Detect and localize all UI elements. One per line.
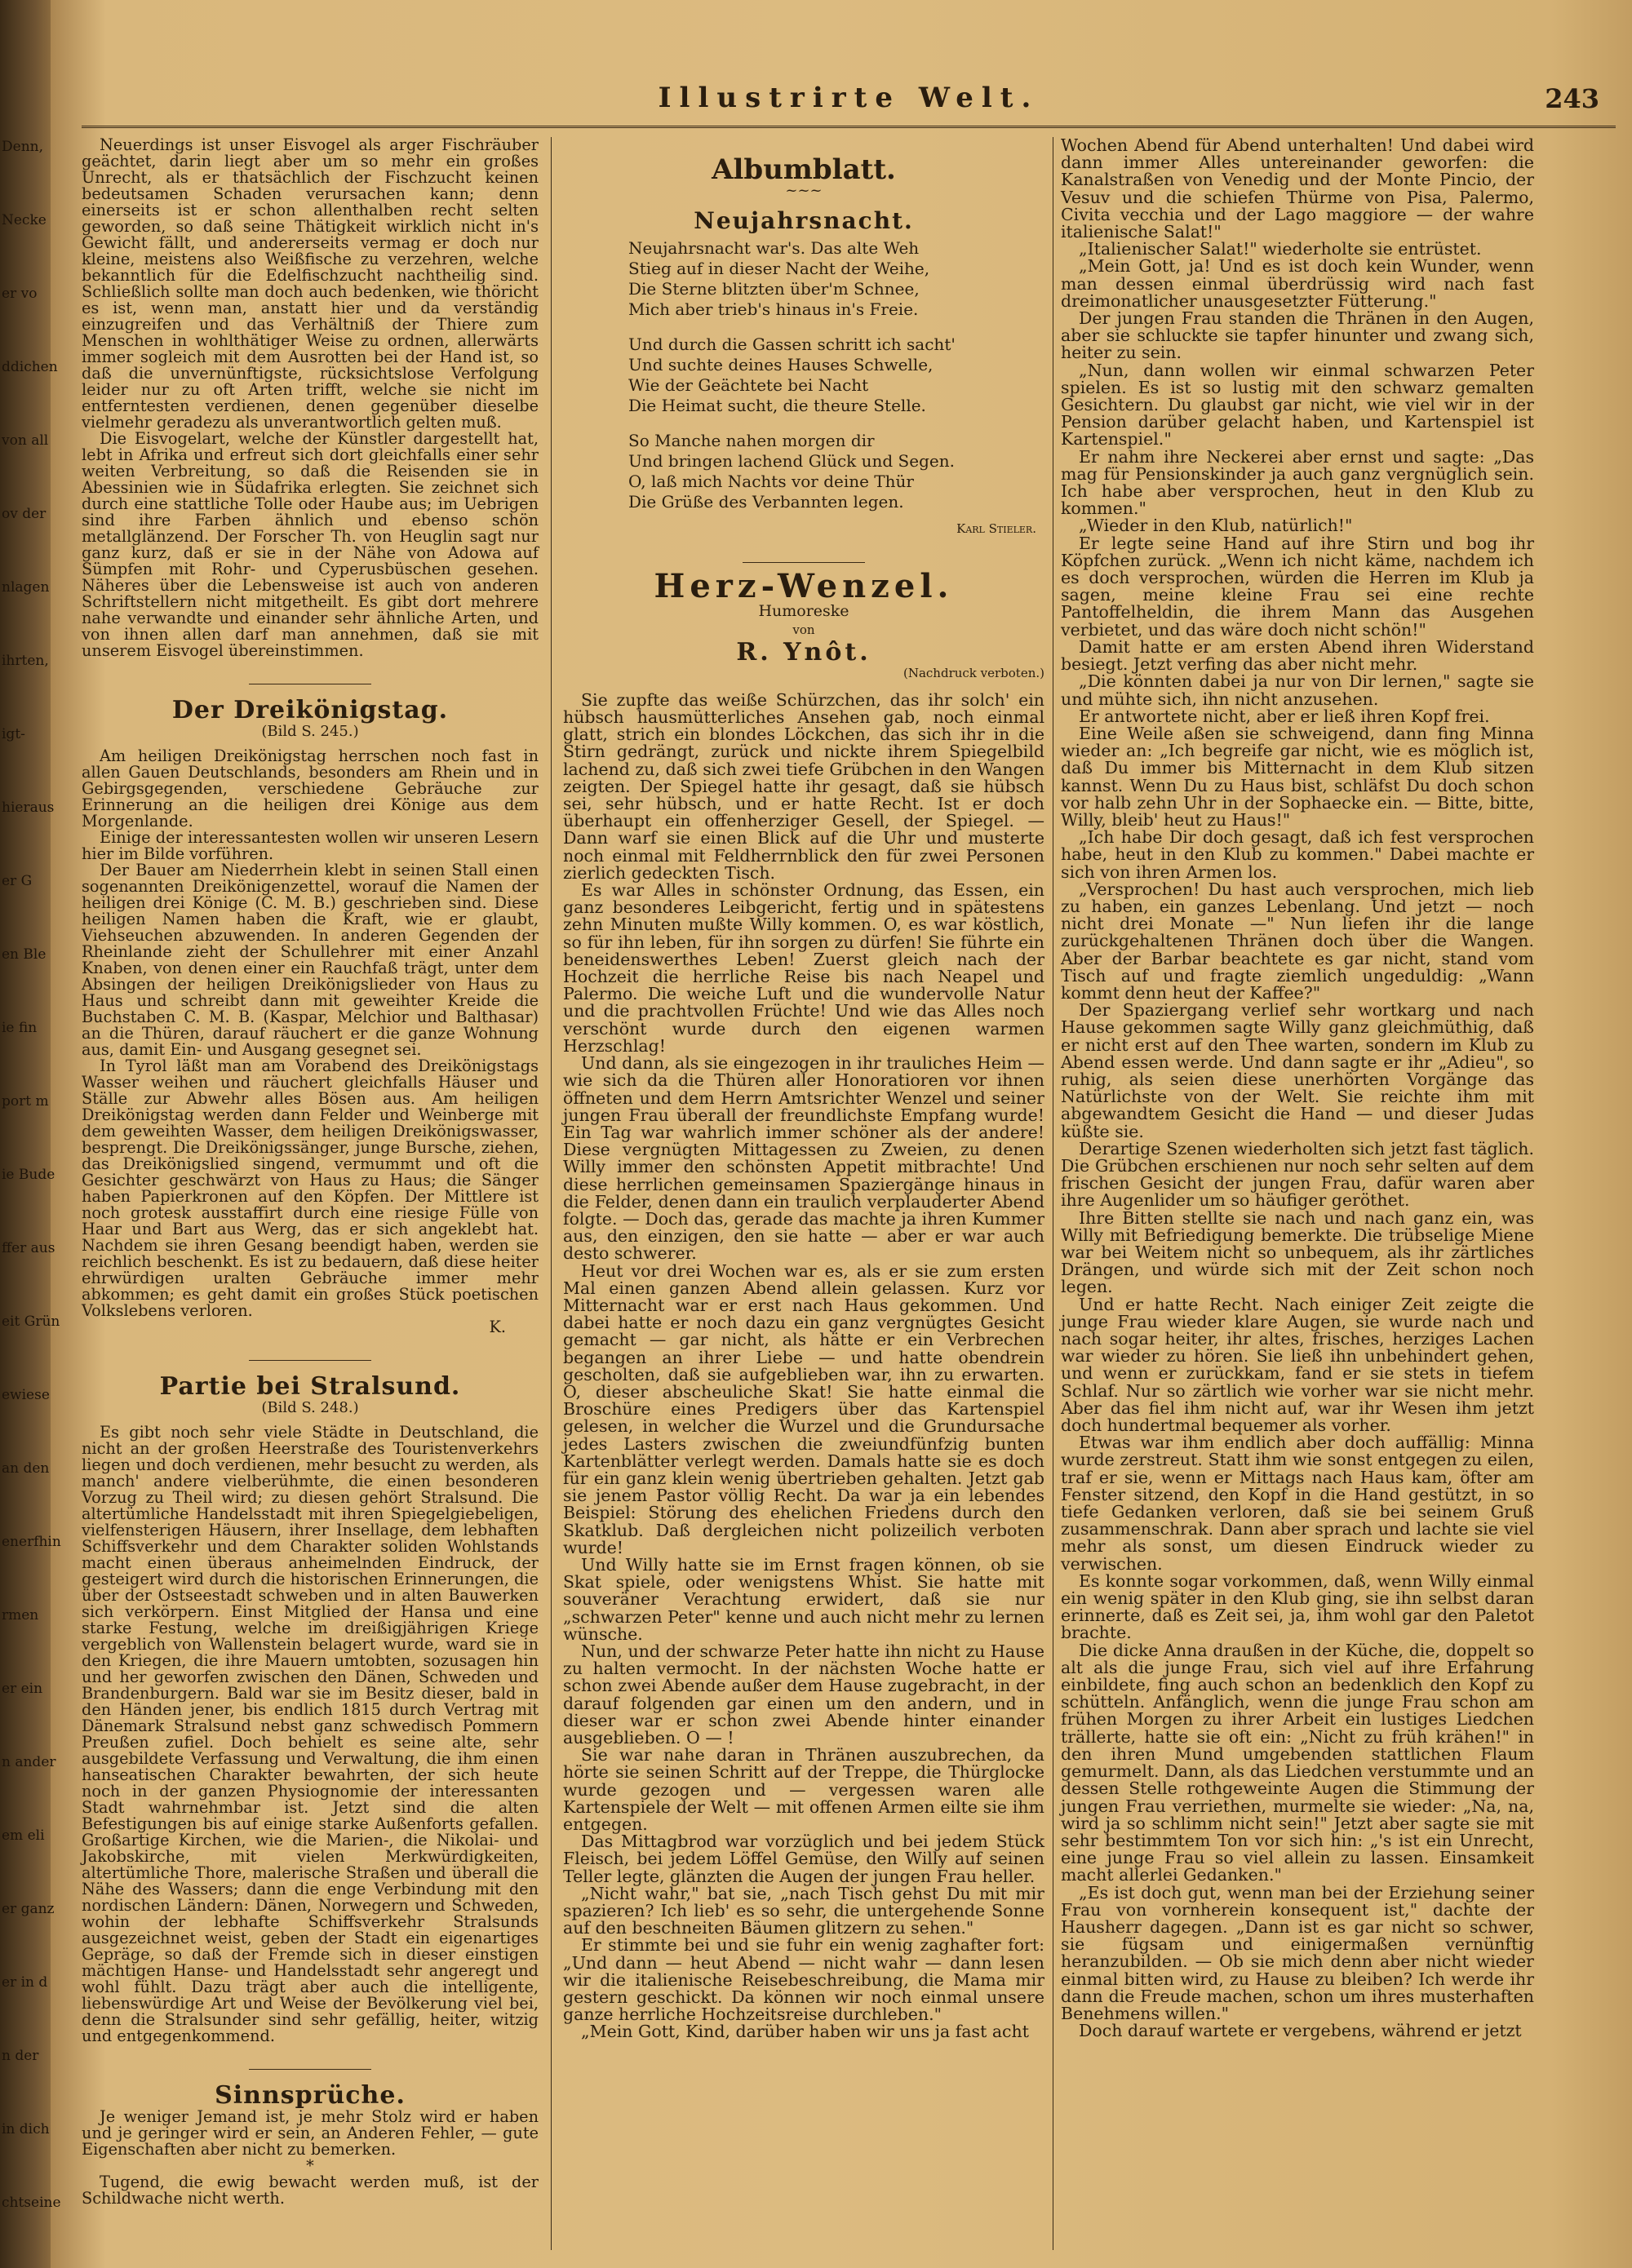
story-title: Herz-Wenzel. [654,566,954,605]
paragraph: Sie zupfte das weiße Schürzchen, das ihr solch' ein hübsch hausmütterliches Ansehen gab, noch einmal glatt, strich ein blondes Löckchen, das sich ihr in die Stirn gedrängt, zurück und nickte ihrem Spiegelbild lachend zu, daß sich zwei tiefe Grübchen in den Wangen zeigten. Der Spiegel hatte ihr gesagt, daß sie hübsch sei, sehr hübsch, und er hatte Recht. Ist er doch überhaupt ein offenherziger Gesell, der Spiegel. — Dann warf sie einen Blick auf die Uhr und musterte noch einmal mit Feldherrnblick den für zwei Personen zierlich gedeckten Tisch. [563,689,1044,883]
column-left [82,137,539,2207]
gutter-fragment: ie fin [2,1020,38,1036]
paragraph: Die Eisvogelart, welche der Künstler dargestellt hat, lebt in Afrika und erfreut sich dort gleichfalls einer sehr weiten Verbreitung, so daß die Reisenden sie in Abessinien wie in Südafrika erlegten. Sie zeichnet sich durch eine stattliche Tolle oder Haube aus; im Uebrigen sind ihre Farben ähnlich und ebenso schön metallglänzend. Der Forscher Th. von Heuglin sagt nur ganz kurz, daß er sie in der Nähe von Adowa auf Sümpfen mit Rohr- und Cyperusbüschen gesehen. Näheres über die Lebensweise ist auch von anderen Schriftstellern nicht mitgetheilt. Es gibt dort mehrere nahe verwandte und einander sehr ähnliche Arten, und von ihnen allen darf man annehmen, daß sie mit unserem Eisvogel übereinstimmen. [82,429,539,660]
paragraph: Es gibt noch sehr viele Städte in Deutschland, die nicht an der großen Heerstraße des Touristenverkehrs liegen und doch verdienen, mehr besucht zu werden, als manch' andere vielberühmte, die einen besonderen Vorzug zu Theil wird; zu diesen gehört Stralsund. Die altertümliche Handelsstadt mit ihren Spiegelgiebeligen, vielfensterigen Häusern, ihrer Insellage, dem lebhaften Schiffsverkehr und dem Charakter soliden Wohlstands macht einen überaus anheimelnden Eindruck, der gesteigert wird durch die historischen Erinnerungen, die über der Ostseestadt schweben und in alten Bauwerken sich verkörpern. Einst Mitglied der Hansa und eine starke Festung, welche im dreißigjährigen Kriege vergeblich von Wallenstein belagert wurde, ward sie in den Kriegen, die ihre Mauern umtobten, sozusagen hin und her geworfen zwischen den Dänen, Schweden und Brandenburgern. Bald war sie im Besitz dieser, bald in den Händen jener, bis endlich 1815 durch Vertrag mit Dänemark Stralsund nebst ganz schwedisch Pommern Preußen zufiel. Doch behielt es seine alte, sehr ausgebildete Verfassung und Verwaltung, die ihm einen hanseatischen Charakter bewahrten, der sich heute noch in der ganzen Physiognomie der interessanten Stadt wahrnehmbar ist. Jetzt sind die alten Befestigungen bis auf einige starke Außenforts gefallen. Großartige Kirchen, wie die Marien-, die Nikolai- und Jakobskirche, mit vielen Merkwürdigkeiten, altertümliche Thore, malerische Straßen und überall die Nähe des Wassers; dann die enge Verbindung mit den nordischen Ländern: Dänen, Norwegern und Schweden, wohin der lebhafte Schiffsverkehr Stralsunds ausgezeichnet weist, geben der Stadt ein eigenartiges Gepräge, so daß der Fremde sich in dieser einstigen mächtigen Hanse- und Handelsstadt sehr angeregt und wohl fühlt. Dazu trägt aber auch die intelligente, liebenswürdige Art und Weise der Bevölkerung viel bei, denn die Stralsunder sind sehr gefällig, heiter, witzig und entgegenkommend. [82,1423,539,2045]
paragraph: Er antwortete nicht, aber er ließ ihren Kopf frei. [1079,706,1490,726]
gutter-fragment: en Ble [2,946,47,963]
verse-line: Und durch die Gassen schritt ich sacht' [628,334,956,354]
paragraph: „Mein Gott, ja! Und es ist doch kein Wunder, wenn man dessen einmal überdrüssig wird nach fast dreimonatlicher unausgesetzter Fütterung." [1061,256,1534,311]
paragraph: „Versprochen! Du hast auch versprochen, mich lieb zu haben, ein ganzes Lebenlang. Und jetzt — noch nicht drei Monate —" Nun liefen ihr die lange zurückgehaltenen Thränen doch über die Wangen. Aber der Barbar beachtete es gar nicht, stand vom Tisch auf und fragte ziemlich ungeduldig: „Wann kommt denn heut der Kaffee?" [1061,879,1534,1003]
column-middle [563,137,1044,2041]
stanza [628,334,1044,416]
gutter-fragment: ie Bude [2,1167,55,1183]
reprint-notice: (Nachdruck verboten.) [902,665,1044,680]
gutter-fragment: eit Grün [2,1313,60,1330]
paragraph: „Es ist doch gut, wenn man bei der Erziehung seiner Frau von vornherein konsequent ist," dachte der Hausherr dagegen. „Dann ist es gar nicht so schwer, sie fügsam und einigermaßen vernünftig heranzubilden. — Ob sie mich denn aber nicht wieder einmal bitten wird, zu Hause zu bleiben? Ich werde ihr dann die Freude machen, schon um ihres musterhaften Benehmens willen." [1061,1882,1534,2023]
gutter-fragment: ihrten, [2,653,49,669]
gutter-fragment: igt- [2,726,25,742]
gutter-fragment: em eli [2,1827,45,1844]
image-reference: (Bild S. 248.) [261,1399,359,1416]
gutter-fragment: an den [2,1460,50,1477]
gutter-fragment: Necke [2,212,47,228]
paragraph: Doch darauf wartete er vergebens, während er jetzt [1079,2021,1522,2041]
verse-line: Mich aber trieb's hinaus in's Freie. [628,299,919,319]
verse-line: Die Sterne blitzten über'm Schnee, [628,278,920,299]
paragraph: „Mein Gott, Kind, darüber haben wir uns ja fast acht [581,2022,1029,2042]
story-by: von [792,622,815,638]
poem-author: Karl Stieler. [956,520,1036,536]
paragraph: Das Mittagbrod war vorzüglich und bei jedem Stück Fleisch, bei jedem Löffel Gemüse, den Willy auf seinen Teller legte, glänzten die Augen der jungen Frau heller. [563,1832,1044,1886]
gutter-fragment: er G [2,873,33,889]
paragraph: „Ich habe Dir doch gesagt, daß ich fest versprochen habe, heut in den Klub zu kommen." Dabei machte er sich von ihren Armen los. [1061,827,1534,882]
gutter-fragment: er ein [2,1681,43,1697]
verse-line: Und bringen lachend Glück und Segen. [628,450,955,471]
gutter-fragment: Denn, [2,139,43,155]
gutter-fragment: er ganz [2,1901,55,1917]
section-title-dreikoenigstag: Der Dreikönigstag. [171,696,449,724]
section-title-sinnsprueche: Sinnsprüche. [215,2081,406,2110]
paragraph: „Die könnten dabei ja nur von Dir lernen," sagte sie und mühte sich, ihn nicht anzusehen. [1061,671,1534,709]
verse-line: Die Heimat sucht, die theure Stelle. [628,395,926,415]
gutter-fragment: rmen [2,1607,39,1623]
separator-asterisk: * [306,2156,314,2175]
paragraph: „Nun, dann wollen wir einmal schwarzen Peter spielen. Es ist so lustig mit den schwarz gemalten Gesichtern. Du glaubst gar nicht, wie viel wir in der Pension darüber gelacht haben, und Kartenspiel ist Kartenspiel." [1061,360,1534,450]
paragraph: Wochen Abend für Abend unterhalten! Und dabei wird dann immer Alles untereinander geworfen: die Kanalstraßen von Venedig und der Monte Pincio, der Vesuv und die schiefen Thürme von Pisa, Palermo, Civita vecchia und der Lago maggiore — der wahre italienische Salat!" [1061,135,1534,242]
stanza [628,238,1044,320]
journal-title: Illustrirte Welt. [658,82,1040,114]
gutter-fragment: n der [2,2048,39,2064]
gutter-fragment: ov der [2,506,47,522]
gutter-fragment: nlagen [2,579,50,596]
gutter-fragment: in dich [2,2121,50,2137]
paragraph: Es konnte sogar vorkommen, daß, wenn Willy einmal ein wenig später in den Klub ging, sie ihn selbst daran erinnerte, daß es Zeit sei, ja, ihm wohl gar den Paletot brachte. [1061,1570,1534,1643]
paragraph: Der Bauer am Niederrhein klebt in seinen Stall einen sogenannten Dreikönigenzettel, worauf die Namen der heiligen drei Könige (C. M. B.) geschrieben sind. Diese heiligen Namen haben die Kraft, wie er glaubt, Viehseuchen abzuwenden. In anderen Gegenden der Rheinlande zieht der Schullehrer mit einer Anzahl Knaben, von denen einer ein Rauchfaß trägt, unter dem Absingen der heiligen Dreikönigslieder von Haus zu Haus und schreibt dann mit geweihter Kreide die Buchstaben C. M. B. (Kaspar, Melchior und Balthasar) an die Thüren, darauf räuchert er die ganze Wohnung aus, damit Ein- und Ausgang gesegnet sei. [82,861,539,1059]
album-title: Albumblatt. [712,153,896,186]
section-divider [249,1360,371,1361]
aphorism: Tugend, die ewig bewacht werden muß, ist der Schildwache nicht werth. [82,2173,539,2208]
verse-line: Wie der Geächtete bei Nacht [628,374,869,395]
paragraph: Sie war nahe daran in Thränen auszubrechen, da hörte sie seinen Schritt auf der Treppe, die Thürglocke wurde gezogen und — vergessen waren alle Kartenspiele der Welt — mit offenen Armen eilte sie ihm entgegen. [563,1745,1044,1835]
verse-line: Und suchte deines Hauses Schwelle, [628,354,934,374]
paragraph: Nun, und der schwarze Peter hatte ihn nicht zu Hause zu halten vermocht. In der nächsten Woche hatte er schon zwei Abende außer dem Hause zugebracht, in der darauf folgenden gar einen um den andern, und in dieser war er schon zwei Abende hinter einander ausgeblieben. O — ! [563,1641,1044,1748]
paragraph: „Wieder in den Klub, natürlich!" [1079,516,1353,536]
gutter-fragment: ffer aus [2,1240,55,1256]
gutter-fragment: n ander [2,1754,56,1770]
story-author: R. Ynôt. [736,638,871,667]
paragraph: Einige der interessantesten wollen wir unseren Lesern hier im Bilde vorführen. [82,828,539,863]
paragraph: Und Willy hatte sie im Ernst fragen können, ob sie Skat spiele, oder wenigstens Whist. Sie hatte mit souveräner Verachtung erwidert, daß sie nur „schwarzen Peter" kenne und auch nicht mehr zu lernen wünsche. [563,1554,1044,1644]
paragraph: Ihre Bitten stellte sie nach und nach ganz ein, was Willy mit Befriedigung bemerkte. Die trübselige Miene war bei Weitem nicht so unbequem, als ihr zärtliches Drängen, und würde sich mit der Zeit schon noch legen. [1061,1207,1534,1297]
gutter-fragment: hieraus [2,800,55,816]
paragraph: Und er hatte Recht. Nach einiger Zeit zeigte die junge Frau wieder klare Augen, sie wurde nach und nach sogar heiter, ihr altes, frisches, herziges Lachen war wieder zu hören. Sie ließ ihn unbehindert gehen, und wenn er zurückkam, fand er sie stets in tiefem Schlaf. Nur so zärtlich wie vorher war sie nicht mehr. Aber das fiel ihm nicht auf, war ihr Wesen ihm jetzt doch hundertmal bequemer als vorher. [1061,1294,1534,1436]
column-right [1061,137,1534,2040]
gutter-fragment: chtseine [2,2195,61,2211]
section-divider [249,2069,371,2070]
signature: K. [489,1318,506,1336]
previous-page-gutter [0,0,61,2268]
gutter-fragment: von all [2,432,49,449]
paragraph: „Italienischer Salat!" wiederholte sie entrüstet. [1079,239,1482,259]
verse-line: Neujahrsnacht war's. Das alte Weh [628,237,920,258]
paragraph: Er stimmte bei und sie fuhr ein wenig zaghafter fort: „Und dann — heut Abend — nicht wahr — dann lesen wir die italienische Reisebeschreibung, die Mama mir gestern geschickt. Da können wir noch einmal unsere ganze herrliche Hochzeitsreise durchleben." [563,1935,1044,2025]
paragraph: Der jungen Frau standen die Thränen in den Augen, aber sie schluckte sie tapfer hinunter und zwang sich, heiter zu sein. [1061,308,1534,363]
paragraph: Die dicke Anna draußen in der Küche, die, doppelt so alt als die junge Frau, sich viel auf ihre Erfahrung einbildete, fing auch schon an bedenklich den Kopf zu schütteln. Anfänglich, wenn die junge Frau schon am frühen Morgen zu ihrer Arbeit ein lustiges Liedchen trällerte, hatte sie oft ein: „Nicht zu früh krähen!" in den ihren Mund umgebenden stattlichen Flaum gemurmelt. Dann, als das Liedchen verstummte und an dessen Stelle rothgeweinte Augen die Stimmung der jungen Frau verriethen, murmelte sie wieder: „Na, na, wird ja so schlimm nicht sein!" Jetzt aber sagte sie mit sehr bestimmtem Ton vor sich hin: „'s ist ein Unrecht, eine junge Frau so viel allein zu lassen. Einsamkeit macht allerlei Gedanken." [1061,1640,1534,1885]
paragraph: Etwas war ihm endlich aber doch auffällig: Minna wurde zerstreut. Statt ihm wie sonst entgegen zu eilen, traf er sie, wenn er Mittags nach Haus kam, öfter am Fenster sitzend, den Kopf in die Hand gestützt, in so tiefe Gedanken verloren, daß sie bei seinem Gruß zusammenschrak. Dann aber sprach und lachte sie viel mehr als sonst, um diesen Eindruck wieder zu verwischen. [1061,1433,1534,1574]
aphorism: Je weniger Jemand ist, je mehr Stolz wird er haben und je geringer wird er sein, an Anderen Fehler, — gute Eigenschaften aber nicht zu bemerken. [82,2107,539,2159]
gutter-fragment: ddichen [2,359,58,375]
image-reference: (Bild S. 245.) [261,723,359,740]
verse-line: So Manche nahen morgen dir [628,430,875,450]
paragraph: Der Spaziergang verlief sehr wortkarg und nach Hause gekommen sagte Willy ganz gleichmüthig, daß er nicht erst auf den Thee warten, sondern im Klub zu Abend essen werde. Und dann sagte er ihr „Adieu", so ruhig, als seien diese unerhörten Vorgänge das Natürlichste von der Welt. Sie reichte ihm mit abgewandtem Gesicht die Hand — und dieser Judas küßte sie. [1061,1000,1534,1141]
paragraph: Und dann, als sie eingezogen in ihr trauliches Heim — wie sich da die Thüren aller Honoratioren vor ihnen öffneten und dem Herrn Amtsrichter Wenzel und seiner jungen Frau überall der freundlichste Empfang wurde! Ein Tag war wahrlich immer schöner als der andere! Diese vergnügten Mittagessen zu Zweien, zu denen Willy immer den schönsten Appetit mitbrachte! Und diese herrlichen gemeinsamen Spaziergänge hinaus in die Felder, denen dann ein traulich verplauderter Abend folgte. — Doch das, gerade das machte ja ihren Kummer aus, den einzigen, den sie hatte — aber er war auch desto schwerer. [563,1053,1044,1264]
paragraph: Derartige Szenen wiederholten sich jetzt fast täglich. Die Grübchen erschienen nur noch sehr selten auf dem frischen Gesicht der jungen Frau, dafür waren aber ihre Augenlider um so häufiger geröthet. [1061,1138,1534,1211]
poem-title: Neujahrsnacht. [694,207,914,235]
section-divider [743,562,865,563]
ornament: ~~~ [785,182,823,200]
paragraph: Am heiligen Dreikönigstag herrschen noch fast in allen Gauen Deutschlands, besonders am Rhein und in Gebirgsgegenden, verschiedene Gebräuche zur Erinnerung an die heiligen drei Könige aus dem Morgenlande. [82,746,539,831]
paragraph: In Tyrol läßt man am Vorabend des Dreikönigstags Wasser weihen und räuchert gleichfalls Häuser und Ställe zur Abwehr alles Bösen aus. Am heiligen Dreikönigstag werden dann Felder und Weinberge mit dem geweihten Wasser, dem heiligen Dreikönigswasser, besprengt. Die Dreikönigssänger, junge Bursche, ziehen, das Dreikönigslied singend, vermummt und oft die Gesichter geschwärzt von Haus zu Haus; die Sänger haben Papierkronen auf den Köpfen. Der Mittlere ist noch grotesk ausstaffirt durch eine riesige Fülle von Haar und Bart aus Werg, das er sich angeklebt hat. Nachdem sie ihren Gesang beendigt haben, werden sie reichlich beschenkt. Es ist zu bedauern, daß diese heiter ehrwürdigen uralten Gebräuche immer mehr abkommen; es geht damit ein großes Stück poetischen Volkslebens verloren. [82,1056,539,1320]
column-rule [551,137,552,2250]
stanza [628,431,1044,512]
verse-line: Stieg auf in dieser Nacht der Weihe, [628,258,930,278]
page-number: 243 [1545,83,1599,114]
verse-line: Die Grüße des Verbannten legen. [628,491,904,512]
verse-line: O, laß mich Nachts vor deine Thür [628,471,914,491]
gutter-fragment: port m [2,1093,49,1110]
gutter-fragment: enerfhin [2,1534,61,1550]
paragraph: Eine Weile aßen sie schweigend, dann fing Minna wieder an: „Ich begreife gar nicht, wie es möglich ist, daß Du immer bis Mitternacht in dem Klub sitzen kannst. Wenn Du zu Haus bist, schläfst Du doch schon vor halb zehn Uhr in der Sophaecke ein. — Bitte, bitte, Willy, bleib' heut zu Haus!" [1061,723,1534,830]
paragraph: Heut vor drei Wochen war es, als er sie zum ersten Mal einen ganzen Abend allein gelassen. Kurz vor Mitternacht war er erst nach Haus gekommen. Und dabei hatte er noch dazu ein ganz vergnügtes Gesicht gemacht — gar nicht, als hätte er ein Verbrechen begangen an ihrer Liebe — und hatte obendrein gescholten, daß sie aufgeblieben war, ihn zu erwarten. O, dieser abscheuliche Skat! Sie hatte einmal die Broschüre eines Predigers über das Kartenspiel gelesen, in welcher die Wurzel und die Grundursache jedes Lasters zwischen die zweiundfünfzig bunten Kartenblätter verlegt werden. Damals hatte sie es doch für ein ganz klein wenig übertrieben gehalten. Jetzt gab sie jenem Pastor völlig Recht. Da war ja ein lebendes Beispiel: Störung des ehelichen Friedens durch den Skatklub. Daß dergleichen nicht polizeilich verboten wurde! [563,1260,1044,1557]
paragraph: Er legte seine Hand auf ihre Stirn und bog ihr Köpfchen zurück. „Wenn ich nicht käme, nachdem ich es doch versprochen, würden die Herren im Klub ja sagen, meine kleine Frau sei eine rechte Pantoffelheldin, die ihrem Mann das Ausgehen verbietet, und das wäre doch nicht schön!" [1061,533,1534,640]
section-title-stralsund: Partie bei Stralsund. [159,1372,461,1401]
gutter-fragment: ewiese [2,1387,50,1403]
story-genre: Humoreske [758,602,849,621]
paragraph: Es war Alles in schönster Ordnung, das Essen, ein ganz besonderes Leibgericht, fertig und in spätestens zehn Minuten mußte Willy kommen. O, es war köstlich, so für ihn leben, für ihn sorgen zu dürfen! Sie führte ein beneidenswerthes Leben! Zuerst gleich nach der Hochzeit die herrliche Reise bis nach Neapel und Palermo. Die weiche Luft und die wundervolle Natur und die prachtvollen Früchte! Und wie das Alles noch verschönt wurde durch den eigenen warmen Herzschlag! [563,880,1044,1056]
gutter-fragment: er in d [2,1974,48,1991]
paragraph: Er nahm ihre Neckerei aber ernst und sagte: „Das mag für Pensionskinder ja auch ganz vergnüglich sein. Ich habe aber versprochen, heut in den Klub zu kommen." [1061,446,1534,519]
paragraph: Damit hatte er am ersten Abend ihren Widerstand besiegt. Jetzt verfing das aber nicht mehr. [1061,636,1534,675]
paragraph: „Nicht wahr," bat sie, „nach Tisch gehst Du mit mir spazieren? Ich lieb' es so sehr, die untergehende Sonne auf den beschneiten Bäumen glitzern zu sehen." [563,1883,1044,1938]
page-header [82,78,1616,128]
gutter-fragment: er vo [2,286,38,302]
paragraph: Neuerdings ist unser Eisvogel als arger Fischräuber geächtet, darin liegt aber um so mehr ein großes Unrecht, als er thatsächlich der Fischzucht keinen bedeutsamen Schaden verursachen kann; denn einerseits ist er schon allenthalben recht selten geworden, so daß seine Thätigkeit wirklich nicht in's Gewicht fällt, und andererseits vermag er doch nur kleine, meistens also Weißfische zu verzehren, welche bekanntlich für die Edelfischzucht nachtheilig sind. Schließlich sollte man doch auch bedenken, wie thöricht es ist, wenn man, anstatt hier und da verständig einzugreifen und das Verhältniß der Thiere zum Menschen in wohlthätiger Weise zu ordnen, allerwärts immer sogleich mit dem Ausrotten bei der Hand ist, so daß die unvernünftigste, rücksichtslose Verfolgung leider nur zu oft Arten trifft, welche sie nicht im entferntesten verdienen, denen gegenüber dieselbe vielmehr geradezu als unverantwortlich gelten muß. [82,135,539,432]
